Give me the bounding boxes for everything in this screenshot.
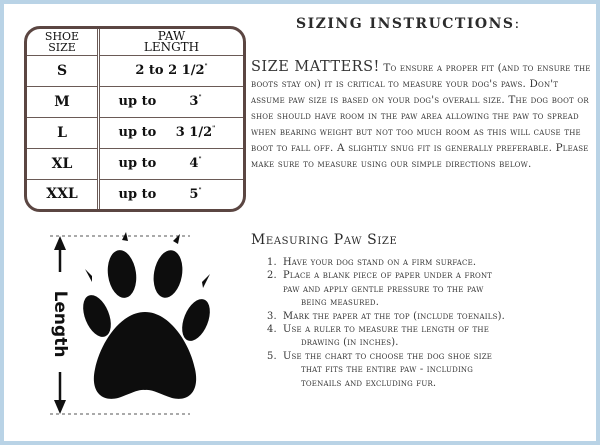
sizing-card xyxy=(4,4,596,441)
length-cell xyxy=(99,86,244,117)
length-value: 2 to 2 1/2 xyxy=(135,63,205,79)
length-cell xyxy=(99,117,244,148)
step-item xyxy=(267,256,597,269)
paw-length-header xyxy=(99,29,244,56)
paw-length-header-line1: PAW xyxy=(157,29,186,43)
measuring-steps xyxy=(267,256,597,390)
step-number: 1. xyxy=(267,257,277,268)
length-prefix: up to xyxy=(118,186,157,202)
inch-mark: " xyxy=(212,125,216,133)
length-prefix: up to xyxy=(118,94,157,110)
step-line: paw and apply gentle pressure to the paw xyxy=(283,283,484,295)
sizing-title xyxy=(296,16,521,32)
size-cell: S xyxy=(27,56,99,87)
sizing-paragraph xyxy=(251,59,591,172)
step-item xyxy=(267,323,597,350)
step-line: Use a ruler to measure the length of the xyxy=(283,324,490,336)
length-cell xyxy=(99,56,244,87)
length-value: 4 xyxy=(189,156,199,172)
measuring-heading: Measuring Paw Size xyxy=(251,232,398,248)
size-cell: L xyxy=(27,117,99,148)
step-line: Mark the paper at the top (include toenails). xyxy=(283,310,505,322)
step-line: being measured. xyxy=(301,297,380,309)
sizing-title-colon: : xyxy=(514,16,521,32)
step-item xyxy=(267,310,597,323)
length-prefix: up to xyxy=(118,125,157,141)
step-line: that fits the entire paw - including xyxy=(301,364,474,376)
step-line: Use the chart to choose the dog shoe size xyxy=(283,350,493,362)
step-line: drawing (in inches). xyxy=(301,337,399,349)
step-number: 2. xyxy=(267,270,277,282)
shoe-size-header-line2: SIZE xyxy=(48,41,76,54)
inch-mark: " xyxy=(198,94,202,102)
size-matters-lead: SIZE MATTERS! xyxy=(251,59,380,75)
step-number: 4. xyxy=(267,324,277,336)
length-value: 5 xyxy=(189,186,199,202)
step-number: 5. xyxy=(267,350,277,362)
inch-mark: " xyxy=(198,187,202,195)
shoe-size-header xyxy=(27,29,99,56)
size-row-m xyxy=(27,86,243,117)
size-row-xl xyxy=(27,148,243,179)
step-line: toenails and excluding fur. xyxy=(301,377,437,389)
length-value: 3 1/2 xyxy=(175,125,213,141)
size-chart-table xyxy=(24,26,246,212)
size-chart-header-row xyxy=(27,29,243,56)
paw-length-header-line2: LENGTH xyxy=(143,40,200,54)
length-label: Length xyxy=(50,290,70,358)
length-cell xyxy=(99,148,244,179)
step-item xyxy=(267,269,597,309)
size-cell: XXL xyxy=(27,179,99,209)
size-row-xxl xyxy=(27,179,243,209)
paw-print-icon xyxy=(78,232,216,399)
size-row-s xyxy=(27,56,243,87)
size-cell: M xyxy=(27,86,99,117)
length-prefix: up to xyxy=(118,156,157,172)
step-line: Place a blank piece of paper under a front xyxy=(283,270,493,282)
step-line: Have your dog stand on a firm surface. xyxy=(283,257,477,268)
sizing-body: To ensure a proper fit (and to ensure the boots stay on) it is critical to measure your dog's paws. Don't assume paw size is based on your dog's overall size. The dog boot or shoe should have room in the paw area allowing the paw to spread when bearing weight but not too much room as this will cause the boot to fall off. A slightly snug fit is generally preferable. Please make sure to measure using our simple directions below. xyxy=(251,62,591,170)
shoe-size-header-line1: SHOE xyxy=(44,30,80,43)
step-item xyxy=(267,350,597,390)
inch-mark: " xyxy=(204,64,208,72)
length-value: 3 xyxy=(189,94,199,110)
step-number: 3. xyxy=(267,310,277,322)
size-cell: XL xyxy=(27,148,99,179)
paw-diagram xyxy=(40,224,240,424)
inch-mark: " xyxy=(198,156,202,164)
sizing-title-text: SIZING INSTRUCTIONS xyxy=(296,16,515,32)
length-cell xyxy=(99,179,244,209)
size-row-l xyxy=(27,117,243,148)
